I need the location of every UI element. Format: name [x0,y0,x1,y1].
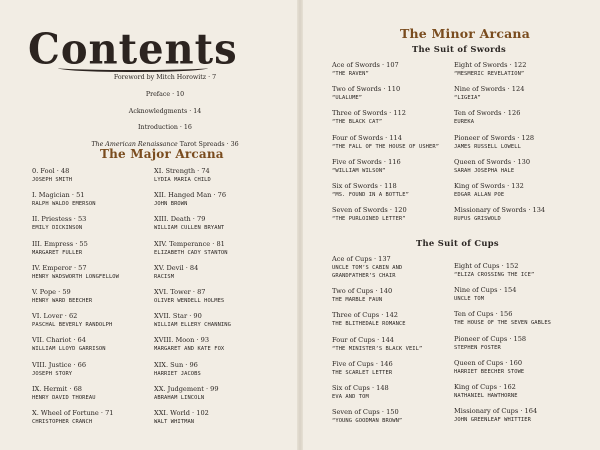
toc-entry-title: Eight of Swords · 122 [454,61,527,69]
toc-entry-title: XIX. Sun · 96 [154,360,198,369]
toc-entry[interactable] [454,109,520,126]
toc-entry-subtitle: “THE FALL OF THE HOUSE OF USHER” [332,143,440,150]
toc-entry-title: XI. Strength · 74 [154,167,210,175]
toc-entry[interactable] [332,287,392,304]
toc-entry-subtitle: RACISM [154,273,175,280]
toc-entry[interactable] [332,360,393,377]
toc-entry-title: Ace of Swords · 107 [332,61,399,69]
toc-entry-subtitle: WALT WHITMAN [154,419,195,425]
toc-entry-title: XXI. World · 102 [154,409,209,417]
front-matter-item: Introduction · 16 [138,124,192,132]
toc-entry[interactable] [332,182,409,199]
toc-entry-title: VII. Chariot · 64 [32,336,86,345]
toc-entry-title: V. Pope · 59 [32,288,71,296]
toc-entry-subtitle: “MS. FOUND IN A BOTTLE” [332,192,409,198]
toc-entry-subtitle: RUFUS GRISWOLD [454,216,501,223]
toc-entry-title: 0. Fool · 48 [32,167,70,175]
toc-entry-title: XVII. Star · 90 [154,312,202,321]
toc-entry[interactable] [32,385,96,402]
toc-entry[interactable] [154,264,198,281]
front-matter-item: Preface · 10 [145,90,185,98]
toc-entry-subtitle: “THE BLACK CAT” [332,119,383,126]
toc-entry-subtitle: WILLIAM CULLEN BRYANT [154,225,225,232]
toc-entry[interactable] [454,286,516,303]
toc-entry-title: Eight of Cups · 152 [454,262,519,270]
toc-entry-title: Four of Swords · 114 [332,133,402,142]
toc-entry-title: Missionary of Swords · 134 [454,206,546,215]
toc-entry[interactable] [32,409,114,426]
toc-entry-title: Two of Swords · 110 [332,85,401,94]
front-matter-item: Acknowledgments · 14 [128,107,202,115]
toc-entry[interactable] [154,409,209,426]
toc-entry-title: XVIII. Moon · 93 [154,336,210,345]
spreads-rest: Tarot Spreads · 36 [177,141,239,149]
toc-entry[interactable] [32,361,86,378]
toc-entry-subtitle: “ULALUME” [332,95,363,102]
toc-entry-subtitle: MARGARET AND KATE FOX [154,346,225,353]
toc-entry-subtitle: ABRAHAM LINCOLN [154,394,205,401]
toc-entry-subtitle: HARRIET BEECHER STOWE [454,368,525,375]
toc-entry[interactable] [454,85,524,102]
toc-entry-subtitle: STEPHEN FOSTER [454,344,501,351]
toc-entry-title: Three of Swords · 112 [332,109,406,118]
toc-entry-title: XII. Hanged Man · 76 [154,191,227,200]
toc-entry[interactable] [332,384,389,401]
toc-entry[interactable] [32,191,96,208]
toc-entry-subtitle: EDGAR ALLAN POE [454,192,505,198]
toc-entry-subtitle: NATHANIEL HAWTHORNE [454,393,518,399]
toc-entry[interactable] [154,361,201,378]
toc-entry-title: Five of Swords · 116 [332,157,401,166]
toc-entry-title: King of Cups · 162 [454,383,516,391]
toc-entry[interactable] [454,359,524,376]
toc-entry[interactable] [154,240,228,257]
toc-entry-title: XV. Devil · 84 [154,263,199,272]
toc-entry-title: X. Wheel of Fortune · 71 [32,409,114,417]
toc-entry-subtitle-line2: GRANDFATHER’S CHAIR [332,273,396,279]
toc-entry-subtitle: UNCLE TOM [454,296,485,303]
contents-heading [28,24,238,75]
toc-entry[interactable] [454,262,534,279]
toc-entry-subtitle: HENRY DAVID THOREAU [32,394,96,401]
toc-entry-subtitle: “THE RAVEN” [332,71,369,77]
toc-entry-subtitle: PASCHAL BEVERLY RANDOLPH [32,322,113,329]
toc-entry-subtitle: ELIZABETH CADY STANTON [154,249,228,256]
toc-entry-title: Seven of Swords · 120 [332,206,407,215]
major-arcana-heading: The Major Arcana [100,147,224,161]
toc-entry-title: XVI. Tower · 87 [154,288,206,296]
toc-entry[interactable] [332,134,439,151]
toc-entry[interactable] [332,206,407,223]
toc-entry[interactable] [32,240,88,257]
toc-entry-subtitle: “WILLIAM WILSON” [332,167,386,174]
toc-entry-subtitle: HENRY WADSWORTH LONGFELLOW [32,273,119,280]
toc-entry-subtitle: CHRISTOPHER CRANCH [32,419,93,425]
toc-entry[interactable] [32,215,86,232]
toc-entry-subtitle: THE SCARLET LETTER [332,369,393,376]
toc-entry-subtitle: JOSEPH STORY [32,370,73,377]
toc-entry-title: XIV. Temperance · 81 [154,239,225,248]
toc-entry[interactable] [154,385,219,402]
toc-entry-title: Six of Cups · 148 [332,384,389,392]
toc-entry-title: Nine of Swords · 124 [454,85,525,94]
toc-entry-title: II. Priestess · 53 [32,215,87,224]
toc-entry[interactable] [32,336,106,353]
toc-entry[interactable] [32,167,72,184]
toc-entry-title: XX. Judgement · 99 [154,384,219,393]
toc-entry-title: King of Swords · 132 [454,182,524,190]
toc-entry-subtitle: JAMES RUSSELL LOWELL [454,143,521,150]
toc-entry-title: XIII. Death · 79 [154,215,206,224]
toc-entry-title: Three of Cups · 142 [332,311,398,320]
toc-entry-subtitle: EMILY DICKINSON [32,225,83,232]
toc-entry-title: Nine of Cups · 154 [454,286,517,295]
toc-entry-subtitle: “LIGEIA” [454,95,481,102]
toc-entry[interactable] [454,383,518,400]
toc-entry[interactable] [454,134,534,151]
toc-entry-subtitle: “THE MINISTER’S BLACK VEIL” [332,345,423,352]
toc-entry-subtitle: “MESMERIC REVELATION” [454,71,525,77]
toc-entry-subtitle: EUREKA [454,119,475,126]
toc-entry[interactable] [454,407,537,424]
toc-entry-subtitle: JOSEPH SMITH [32,177,73,183]
toc-entry-title: Five of Cups · 146 [332,359,393,368]
toc-entry[interactable] [454,158,530,175]
right-page [300,0,600,450]
toc-entry[interactable] [154,167,211,184]
toc-entry-subtitle: WILLIAM ELLERY CHANNING [154,322,231,329]
toc-entry-subtitle: “ELIZA CROSSING THE ICE” [454,272,535,278]
toc-entry-title: Six of Swords · 118 [332,182,397,190]
toc-entry[interactable] [154,288,224,305]
toc-entry[interactable] [154,191,226,208]
toc-entry[interactable] [332,336,422,353]
toc-entry-title: VI. Lover · 62 [32,312,78,321]
toc-entry-title: Two of Cups · 140 [332,287,393,296]
suit-of-swords-heading: The Suit of Swords [412,44,506,54]
toc-entry-subtitle: HENRY WARD BEECHER [32,298,93,304]
toc-entry[interactable] [332,255,402,280]
minor-arcana-heading: The Minor Arcana [400,26,531,41]
toc-entry-subtitle: HARRIET JACOBS [154,370,201,377]
toc-entry[interactable] [154,215,224,232]
toc-entry-title: VIII. Justice · 66 [32,360,87,369]
toc-entry-subtitle: EVA AND TOM [332,394,369,400]
toc-entry-title: Queen of Swords · 130 [454,157,531,166]
toc-entry[interactable] [332,311,406,328]
toc-entry[interactable] [454,310,551,327]
toc-entry-title: Four of Cups · 144 [332,335,394,344]
toc-entry-title: I. Magician · 51 [32,191,85,200]
toc-entry[interactable] [154,312,231,329]
toc-entry-title: III. Empress · 55 [32,239,88,248]
toc-entry[interactable] [332,85,400,102]
toc-entry-subtitle: SARAH JOSEPHA HALE [454,167,515,174]
toc-entry-title: IX. Hermit · 68 [32,384,82,393]
toc-entry[interactable] [332,408,402,425]
toc-entry-title: Missionary of Cups · 164 [454,407,538,416]
toc-entry-subtitle: “THE PURLOINED LETTER” [332,216,406,223]
toc-entry-subtitle: MARGARET FULLER [32,249,83,256]
toc-entry-title: Ten of Swords · 126 [454,109,521,118]
contents-title-text: Contents [28,24,238,75]
toc-entry-subtitle: WILLIAM LLOYD GARRISON [32,346,106,353]
toc-entry-subtitle: THE HOUSE OF THE SEVEN GABLES [454,320,552,327]
toc-entry-subtitle: JOHN GREENLEAF WHITTIER [454,417,531,424]
toc-entry-subtitle: RALPH WALDO EMERSON [32,201,96,208]
toc-entry-subtitle: LYDIA MARIA CHILD [154,177,211,183]
front-matter-list [70,70,260,154]
suit-of-cups-heading: The Suit of Cups [416,238,499,248]
toc-entry[interactable] [332,61,399,78]
toc-entry-title: Pioneer of Cups · 158 [454,334,527,343]
toc-entry[interactable] [454,182,524,199]
front-matter-item: Foreword by Mitch Horowitz · 7 [113,74,217,81]
toc-entry[interactable] [454,206,545,223]
toc-entry-title: Seven of Cups · 150 [332,408,399,417]
toc-entry-title: Pioneer of Swords · 128 [454,133,535,142]
toc-entry[interactable] [32,312,112,329]
toc-entry[interactable] [454,335,526,352]
toc-entry-title: Queen of Cups · 160 [454,358,523,367]
toc-entry-title: Ten of Cups · 156 [454,310,513,319]
toc-entry[interactable] [154,336,224,353]
toc-entry-subtitle: JOHN BROWN [154,201,188,208]
spreads-italic: The American Renaissance [91,141,178,149]
toc-entry-subtitle: UNCLE TOM’S CABIN AND [332,265,403,271]
toc-entry-title: Ace of Cups · 137 [332,255,391,263]
toc-entry-subtitle: “YOUNG GOODMAN BROWN” [332,418,403,425]
toc-entry[interactable] [32,264,119,281]
toc-entry[interactable] [332,158,401,175]
toc-entry-title: IV. Emperor · 57 [32,263,87,272]
toc-entry-subtitle: THE MARBLE FAUN [332,297,383,304]
toc-entry[interactable] [332,109,406,126]
toc-entry[interactable] [454,61,526,78]
toc-entry[interactable] [32,288,92,305]
toc-entry-subtitle: THE BLITHEDALE ROMANCE [332,321,406,328]
toc-entry-subtitle: OLIVER WENDELL HOLMES [154,298,225,304]
